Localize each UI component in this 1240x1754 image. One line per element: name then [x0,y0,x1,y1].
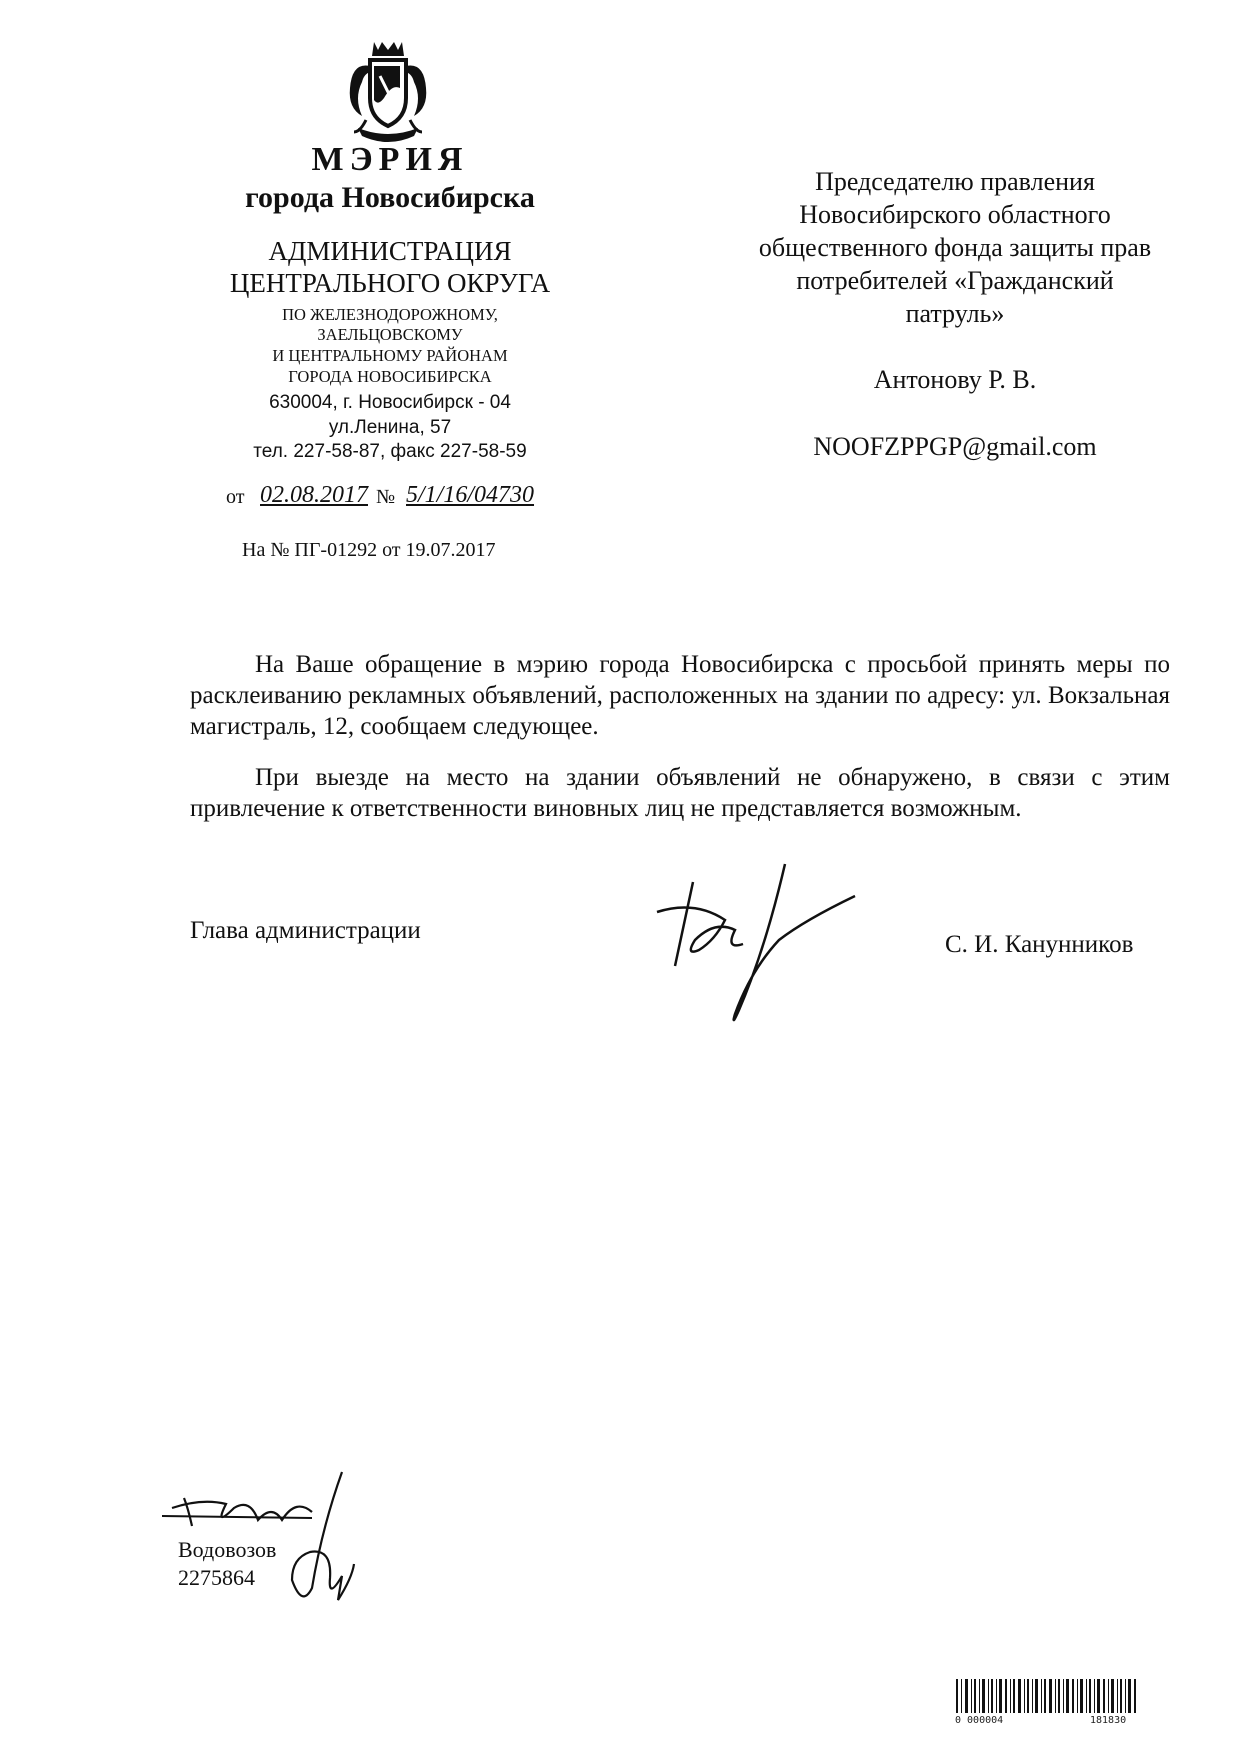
addressee-line: общественного фонда защиты прав [758,233,1152,262]
coat-of-arms-icon [340,36,436,154]
outgoing-number-line [226,482,586,516]
handwritten-signature-icon [655,860,865,1030]
executor-phone: 2275864 [178,1565,255,1590]
from-label: от [226,486,245,508]
addressee-line: Председателю правления [815,167,1095,196]
body-paragraph: На Ваше обращение в мэрию города Новосибирска с просьбой принять меры по расклеиванию рекламных объявлений, расположенных на здании по адресу: ул. Вокзальная магистраль, 12, сообщаем следующее. [190,651,1170,740]
administration-title: АДМИНИСТРАЦИЯ [268,236,512,266]
addressee-block [720,165,1190,330]
executor-name: Водовозов [178,1537,277,1562]
postal-address-line: 630004, г. Новосибирск - 04 [269,392,511,413]
outgoing-date: 02.08.2017 [260,482,368,508]
addressee-line: Новосибирского областного [799,200,1111,229]
mayor-title: МЭРИЯ [311,141,469,178]
barcode-digits-right: 181830 [1090,1715,1127,1726]
barcode-digits-left: 0 000004 [955,1715,1004,1726]
mayor-city: города Новосибирска [245,181,535,214]
district-line: ГОРОДА НОВОСИБИРСКА [288,367,492,386]
administration-district: ЦЕНТРАЛЬНОГО ОКРУГА [229,268,551,298]
signatory-name: С. И. Канунников [945,931,1134,958]
district-line: ЗАЕЛЬЦОВСКОМУ [317,325,463,344]
addressee-line: патруль» [905,299,1005,328]
body-paragraph: При выезде на место на здании объявлений не обнаружено, в связи с этим привлечение к ответственности виновных лиц не представляется возможным. [190,764,1170,822]
district-line: И ЦЕНТРАЛЬНОМУ РАЙОНАМ [272,346,508,365]
signatory-title: Глава администрации [190,917,421,944]
addressee-line: потребителей «Гражданский [796,266,1114,295]
street-address-line: ул.Ленина, 57 [328,417,452,438]
phone-fax-line: тел. 227-58-87, факс 227-58-59 [253,441,527,462]
recipient-email: NOOFZPPGP@gmail.com [813,432,1097,461]
district-line: ПО ЖЕЛЕЗНОДОРОЖНОМУ, [282,305,498,324]
reference-line: На № ПГ-01292 от 19.07.2017 [242,539,496,561]
number-label: № [376,486,396,508]
outgoing-number: 5/1/16/04730 [406,482,535,508]
recipient-name: Антонову Р. В. [873,365,1037,394]
